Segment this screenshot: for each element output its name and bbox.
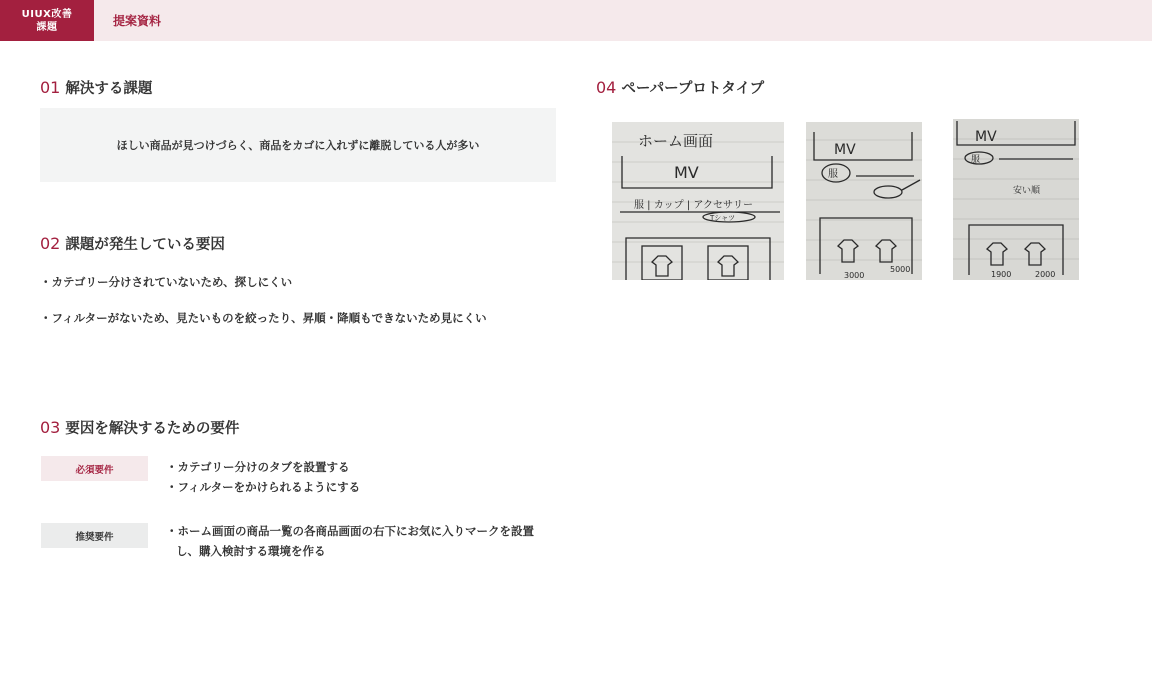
required-list <box>166 457 546 497</box>
required-item: ・フィルターをかけられるようにする <box>166 480 361 494</box>
section-04-number: 04 <box>596 78 617 97</box>
recommended-list <box>166 521 546 561</box>
sketch-2-tab: 服 <box>828 169 838 180</box>
section-04-heading <box>596 77 764 98</box>
cause-item: ・カテゴリー分けされていないため、探しにくい <box>40 275 293 289</box>
sketch-3-price-b: 2000 <box>1035 270 1056 279</box>
paper-prototype-sketch-3 <box>953 119 1079 280</box>
recommended-tag: 推奨要件 <box>41 523 148 548</box>
sketch-1-nav: 服 | カップ | アクセサリー <box>634 200 754 211</box>
required-tag: 必須要件 <box>41 456 148 481</box>
sketch-3-price-a: 1900 <box>991 270 1012 279</box>
sketch-3-mv: MV <box>975 129 997 145</box>
document-title: 提案資料 <box>113 14 162 28</box>
problem-statement: ほしい商品が見つけづらく、商品をカゴに入れずに離脱している人が多い <box>116 139 480 152</box>
badge-line-1: UIUX改善 <box>21 8 73 20</box>
sketch-3-note: 安い順 <box>1013 186 1041 196</box>
badge-line-2: 課題 <box>36 21 58 33</box>
section-03-heading <box>40 417 239 438</box>
sketch-1-mv: MV <box>674 163 699 182</box>
cause-item: ・フィルターがないため、見たいものを絞ったり、昇順・降順もできないため見にくい <box>40 311 487 325</box>
sketch-1-pill: Tシャツ <box>710 214 736 222</box>
problem-statement-box <box>40 108 556 182</box>
sketch-2-mv: MV <box>834 142 856 158</box>
paper-prototype-sketch-1 <box>612 122 784 280</box>
sketch-2-price-b: 5000 <box>890 265 911 274</box>
section-01-number: 01 <box>40 78 61 97</box>
section-03-title: 要因を解決するための要件 <box>65 421 240 437</box>
paper-prototype-sketch-2 <box>806 122 922 280</box>
section-01-title: 解決する課題 <box>65 81 153 97</box>
section-03-number: 03 <box>40 418 61 437</box>
section-02-title: 課題が発生している要因 <box>65 237 225 253</box>
section-04-title: ペーパープロトタイプ <box>621 81 765 97</box>
sketch-3-tab: 服 <box>971 155 981 165</box>
section-01-heading <box>40 77 152 98</box>
category-badge <box>0 0 94 41</box>
sketch-1-heading: ホーム画面 <box>638 132 714 150</box>
top-bar <box>0 0 1152 41</box>
section-02-number: 02 <box>40 234 61 253</box>
recommended-item: ・ホーム画面の商品一覧の各商品画面の右下にお気に入りマークを設置し、購入検討する環境を作る <box>166 524 534 558</box>
sketch-2-price-a: 3000 <box>844 271 865 280</box>
section-02-heading <box>40 233 225 254</box>
required-item: ・カテゴリー分けのタブを設置する <box>166 460 350 474</box>
